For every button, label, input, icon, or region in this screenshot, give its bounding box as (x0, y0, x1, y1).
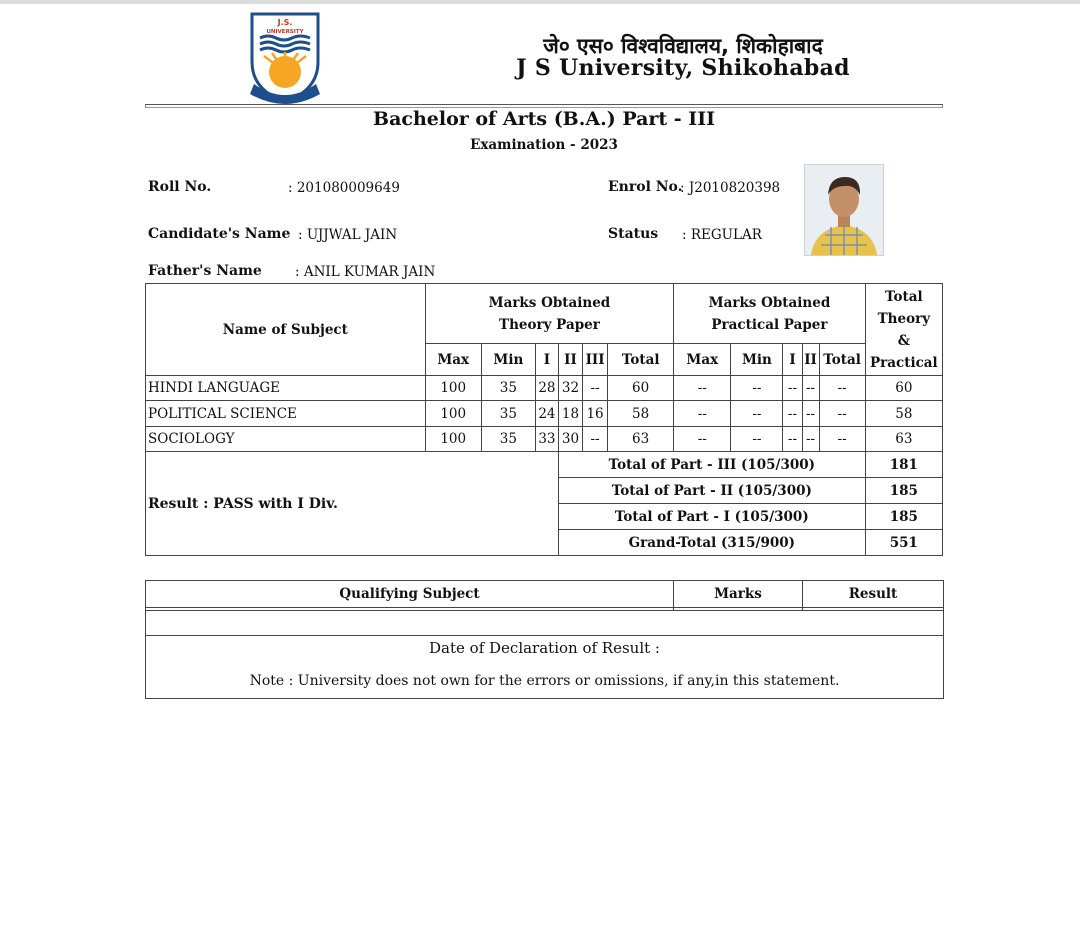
result-text: Result : PASS with I Div. (146, 452, 559, 556)
total-part1-value: 185 (865, 504, 942, 530)
theory-paper3: 16 (583, 401, 608, 427)
theory-paper1: 24 (535, 401, 558, 427)
grand-total: 60 (865, 376, 942, 401)
header-subject: Name of Subject (146, 284, 426, 376)
enrol-label: Enrol No. (608, 179, 683, 195)
top-border (0, 0, 1080, 4)
theory-max: 100 (425, 401, 481, 427)
course-title: Bachelor of Arts (B.A.) Part - III (373, 108, 715, 130)
practical-total: -- (819, 376, 865, 401)
total-part2-label: Total of Part - II (105/300) (558, 478, 865, 504)
practical-paper2: -- (802, 427, 819, 452)
theory-paper3: -- (583, 376, 608, 401)
qualifying-empty-row (146, 611, 944, 636)
grand-total: 63 (865, 427, 942, 452)
subject-name: HINDI LANGUAGE (146, 376, 426, 401)
grand-total-label: Grand-Total (315/900) (558, 530, 865, 556)
practical-paper1: -- (783, 376, 802, 401)
practical-group-line2: Practical Paper (711, 316, 828, 333)
theory-min: 35 (481, 401, 535, 427)
theory-paper1-header: I (535, 344, 558, 376)
practical-paper2: -- (802, 376, 819, 401)
practical-total: -- (819, 401, 865, 427)
theory-max-header: Max (425, 344, 481, 376)
marks-table (145, 283, 943, 556)
practical-paper2-header: II (802, 344, 819, 376)
theory-min: 35 (481, 376, 535, 401)
theory-group-line1: Marks Obtained (488, 294, 611, 311)
roll-value: : 201080009649 (288, 180, 400, 196)
status-value: : REGULAR (682, 227, 762, 243)
theory-group-line2: Theory Paper (499, 316, 600, 333)
practical-paper1-header: I (783, 344, 802, 376)
theory-paper1: 28 (535, 376, 558, 401)
grand-total-l1: Total (885, 288, 923, 305)
table-row (146, 427, 943, 452)
subject-name: SOCIOLOGY (146, 427, 426, 452)
practical-max: -- (674, 401, 731, 427)
practical-min: -- (731, 376, 783, 401)
theory-paper3: -- (583, 427, 608, 452)
disclaimer-note: Note : University does not own for the errors or omissions, if any,in this statement. (249, 673, 840, 689)
examination-year: Examination - 2023 (470, 137, 618, 153)
theory-min: 35 (481, 427, 535, 452)
theory-paper2: 30 (558, 427, 582, 452)
theory-max: 100 (425, 376, 481, 401)
practical-total-header: Total (819, 344, 865, 376)
father-name-value: : ANIL KUMAR JAIN (295, 264, 436, 280)
qualifying-marks-header: Marks (674, 581, 803, 608)
header-grand-total (865, 284, 942, 376)
practical-paper1: -- (783, 427, 802, 452)
university-name-hindi: जे० एस० विश्वविद्यालय, शिकोहाबाद (543, 34, 823, 58)
theory-max: 100 (425, 427, 481, 452)
practical-min: -- (731, 401, 783, 427)
qualifying-result-header: Result (803, 581, 944, 608)
university-name-english: J S University, Shikohabad (516, 55, 850, 81)
enrol-value: : J2010820398 (680, 180, 781, 196)
theory-paper2: 18 (558, 401, 582, 427)
practical-group-line1: Marks Obtained (708, 294, 831, 311)
header-theory-group (425, 284, 674, 344)
theory-total: 60 (608, 376, 674, 401)
total-part1-label: Total of Part - I (105/300) (558, 504, 865, 530)
table-row (146, 401, 943, 427)
candidate-name-label: Candidate's Name (148, 226, 291, 242)
status-label: Status (608, 226, 659, 242)
total-part2-value: 185 (865, 478, 942, 504)
theory-paper3-header: III (583, 344, 608, 376)
theory-min-header: Min (481, 344, 535, 376)
candidate-name-value: : UJJWAL JAIN (298, 227, 398, 243)
theory-paper2: 32 (558, 376, 582, 401)
practical-paper1: -- (783, 401, 802, 427)
theory-paper1: 33 (535, 427, 558, 452)
university-logo (244, 10, 326, 106)
total-part3-value: 181 (865, 452, 942, 478)
theory-total-header: Total (608, 344, 674, 376)
total-part3-label: Total of Part - III (105/300) (558, 452, 865, 478)
grand-total-value: 551 (865, 530, 942, 556)
grand-total: 58 (865, 401, 942, 427)
qualifying-subject-header: Qualifying Subject (146, 581, 674, 608)
declaration-date-label: Date of Declaration of Result : (429, 639, 660, 657)
candidate-photo (804, 164, 884, 256)
declaration-cell (146, 636, 944, 699)
table-row (146, 376, 943, 401)
subject-name: POLITICAL SCIENCE (146, 401, 426, 427)
practical-max: -- (674, 376, 731, 401)
theory-total: 58 (608, 401, 674, 427)
grand-total-l2: Theory (877, 310, 931, 327)
logo-text-sub: UNIVERSITY (266, 29, 304, 35)
practical-total: -- (819, 427, 865, 452)
grand-total-l4: Practical (869, 354, 938, 371)
grand-total-l3: & (897, 332, 910, 349)
header-practical-group (674, 284, 865, 344)
practical-min-header: Min (731, 344, 783, 376)
theory-paper2-header: II (558, 344, 582, 376)
qualifying-table (145, 580, 944, 699)
logo-text-top: J.S. (277, 18, 293, 27)
theory-total: 63 (608, 427, 674, 452)
practical-min: -- (731, 427, 783, 452)
father-name-label: Father's Name (148, 263, 262, 279)
practical-max: -- (674, 427, 731, 452)
practical-max-header: Max (674, 344, 731, 376)
practical-paper2: -- (802, 401, 819, 427)
roll-label: Roll No. (148, 179, 212, 195)
